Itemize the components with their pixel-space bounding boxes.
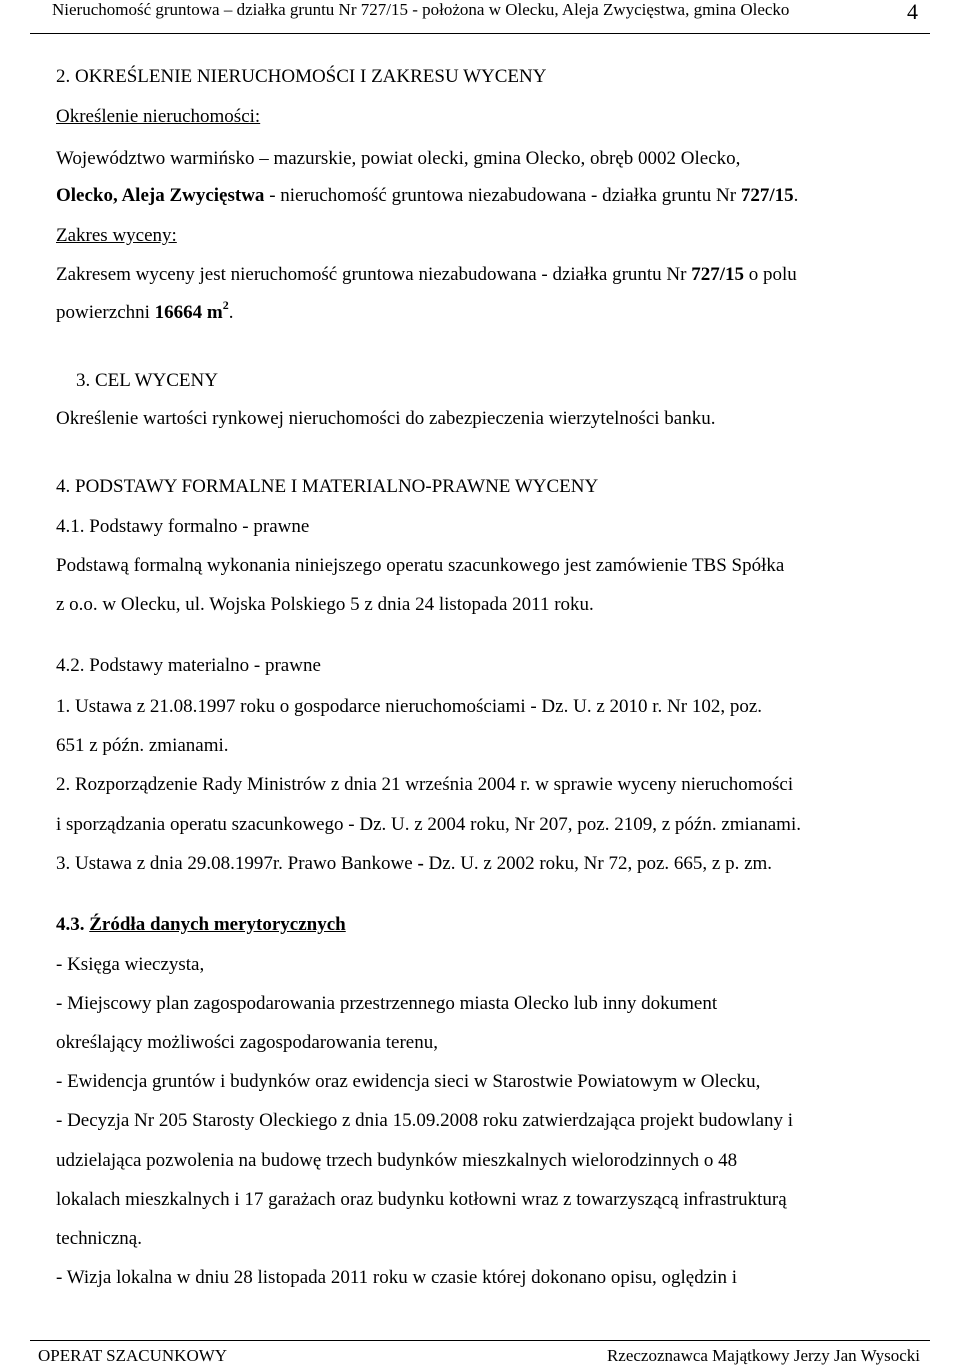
period: . [793, 185, 799, 206]
legal-basis-1-line-2: 651 z późn. zmianami. [56, 735, 229, 756]
section-4-heading: 4. PODSTAWY FORMALNE I MATERIALNO-PRAWNE WYCENY [56, 476, 599, 497]
legal-basis-3 [56, 854, 772, 873]
section-3-text: Określenie wartości rynkowej nieruchomości do zabezpieczenia wierzytelności banku. [56, 408, 716, 429]
property-definition-label: Określenie nieruchomości: [56, 106, 261, 127]
legal-basis-2-line-2: i sporządzania operatu szacunkowego - Dz. U. z 2004 roku, Nr 207, poz. 2109, z późn. zmianami. [56, 814, 801, 835]
scope-text: Zakresem wyceny jest nieruchomość gruntowa niezabudowana - działka gruntu Nr [56, 264, 692, 285]
section-4-1-line-2: z o.o. w Olecku, ul. Wojska Polskiego 5 z dnia 24 listopada 2011 roku. [56, 594, 594, 615]
dash: - [417, 853, 424, 874]
valuation-scope-line-2 [56, 298, 234, 323]
valuation-scope-line-1 [56, 265, 797, 284]
source-land-registry: - Ewidencja gruntów i budynków oraz ewidencja sieci w Starostwie Powiatowym w Olecku, [56, 1071, 761, 1092]
legal-basis-3-text: 3. Ustawa z dnia 29.08.1997r. Prawo Bankowe [56, 853, 418, 874]
header-title: Nieruchomość gruntowa – działka gruntu Nr 727/15 - położona w Olecku, Aleja Zwycięstwa, gmina Olecko [52, 0, 790, 19]
source-decision-line-3: lokalach mieszkalnych i 17 garażach oraz budynku kotłowni wraz z towarzyszącą infrastrukturą [56, 1189, 787, 1210]
source-decision-line-1: - Decyzja Nr 205 Starosty Oleckiego z dnia 15.09.2008 roku zatwierdzająca projekt budowlany i [56, 1110, 794, 1131]
page-header [30, 0, 930, 34]
property-location-line-1: Województwo warmińsko – mazurskie, powiat olecki, gmina Olecko, obręb 0002 Olecko, [56, 148, 741, 169]
property-location-line-2 [56, 186, 798, 205]
parcel-number: 727/15 [740, 185, 794, 206]
source-site-visit: - Wizja lokalna w dniu 28 listopada 2011 roku w czasie której dokonano opisu, oględzin i [56, 1267, 737, 1288]
section-4-1-heading: 4.1. Podstawy formalno - prawne [56, 516, 310, 537]
section-2-heading: 2. OKREŚLENIE NIERUCHOMOŚCI I ZAKRESU WYCENY [56, 66, 547, 87]
legal-basis-2-line-1: 2. Rozporządzenie Rady Ministrów z dnia 21 września 2004 r. w sprawie wyceny nieruchomości [56, 774, 794, 795]
area-unit-superscript: 2 [222, 298, 229, 312]
footer-author: Rzeczoznawca Majątkowy Jerzy Jan Wysocki [606, 1346, 920, 1365]
period: . [228, 302, 234, 323]
source-land-register: - Księga wieczysta, [56, 954, 205, 975]
source-local-plan-line-2: określający możliwości zagospodarowania terenu, [56, 1032, 438, 1053]
street-name: Olecko, Aleja Zwycięstwa [56, 185, 265, 206]
legal-basis-3-ref: Dz. U. z 2002 roku, Nr 72, poz. 665, z p. zm. [423, 853, 773, 874]
section-4-2-heading: 4.2. Podstawy materialno - prawne [56, 655, 321, 676]
area-label: powierzchni [56, 302, 155, 323]
footer-document-type: OPERAT SZACUNKOWY [38, 1346, 228, 1365]
legal-basis-1-line-1: 1. Ustawa z 21.08.1997 roku o gospodarce nieruchomościami - Dz. U. z 2010 r. Nr 102, poz. [56, 696, 763, 717]
section-4-3-number: 4.3. [56, 914, 90, 935]
scope-text-end: o polu [744, 264, 797, 285]
section-4-3-heading [56, 915, 346, 934]
section-3-heading: 3. CEL WYCENY [76, 370, 218, 391]
section-4-3-title: Źródła danych merytorycznych [89, 914, 346, 935]
page-footer [30, 1340, 930, 1368]
parcel-number: 727/15 [691, 264, 745, 285]
valuation-scope-label: Zakres wyceny: [56, 225, 177, 246]
source-decision-line-2: udzielająca pozwolenia na budowę trzech budynków mieszkalnych wielorodzinnych o 48 [56, 1150, 738, 1171]
source-local-plan-line-1: - Miejscowy plan zagospodarowania przestrzennego miasta Olecko lub inny dokument [56, 993, 718, 1014]
page-number: 4 [907, 0, 918, 24]
area-value: 16664 m [154, 302, 223, 323]
property-type-text: - nieruchomość gruntowa niezabudowana - działka gruntu Nr [264, 185, 741, 206]
section-4-1-line-1: Podstawą formalną wykonania niniejszego operatu szacunkowego jest zamówienie TBS Spółka [56, 555, 785, 576]
source-decision-line-4: techniczną. [56, 1228, 142, 1249]
